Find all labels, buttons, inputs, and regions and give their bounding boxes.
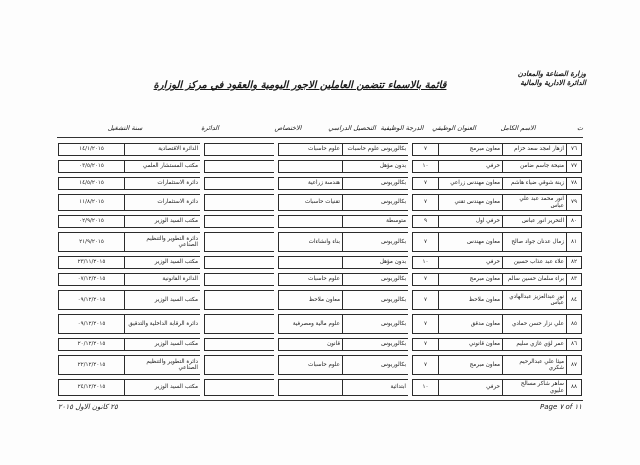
table-row [58, 290, 582, 310]
cell-specialty: تقنيات حاسبات [278, 194, 342, 211]
header-specialty: الاختصاص [274, 124, 302, 132]
table-row [58, 338, 582, 351]
cell-seq: ٨٣ [566, 273, 582, 286]
cell-education: بكالوريوس [342, 355, 408, 375]
cell-blank [204, 273, 274, 286]
cell-seq: ٨٧ [566, 355, 582, 375]
table-row [58, 215, 582, 228]
cell-name: زينة شوقي ضياء هاشم [502, 177, 566, 190]
cell-gap [274, 256, 278, 269]
cell-gap [200, 273, 204, 286]
cell-job-title: حرفي [438, 256, 502, 269]
cell-department: دائرة الاستثمارات [124, 194, 200, 211]
table-row [58, 273, 582, 286]
cell-education: متوسطة [342, 215, 408, 228]
cell-gap [408, 160, 412, 173]
cell-name: ساهر شاكر مسالح عليوي [502, 379, 566, 396]
cell-education: بكالوريوس [342, 232, 408, 252]
cell-gap [274, 143, 278, 156]
cell-grade: ٧ [412, 290, 438, 310]
cell-blank [204, 355, 274, 375]
cell-department: دائرة الرقابة الداخلية والتدقيق [124, 314, 200, 334]
cell-seq: ٧٦ [566, 143, 582, 156]
cell-job-title: حرفي [438, 379, 502, 396]
cell-department: دائرة التطوير والتنظيم الصناعي [124, 232, 200, 252]
cell-name: انور محمد عبد علي عباس [502, 194, 566, 211]
footer-divider [57, 400, 583, 401]
ministry-name: وزارة الصناعة والمعادن [517, 70, 586, 78]
ministry-header [518, 70, 586, 88]
cell-specialty [278, 256, 342, 269]
cell-gap [200, 314, 204, 334]
cell-grade: ٧ [412, 194, 438, 211]
cell-gap [200, 290, 204, 310]
cell-gap [408, 338, 412, 351]
cell-grade: ٩ [412, 215, 438, 228]
cell-gap [200, 256, 204, 269]
cell-start-year: ٠٩/١٢/٢٠١٥ [58, 290, 124, 310]
cell-blank [204, 215, 274, 228]
cell-grade: ٧ [412, 273, 438, 286]
cell-blank [204, 143, 274, 156]
cell-job-title: معاون مبرمج [438, 273, 502, 286]
header-job-title: العنوان الوظيفي [432, 124, 476, 132]
cell-job-title: معاون قانوني [438, 338, 502, 351]
cell-job-title: معاون مدقق [438, 314, 502, 334]
cell-specialty: علوم حاسبات [278, 143, 342, 156]
cell-gap [408, 355, 412, 375]
table-row [58, 143, 582, 156]
cell-seq: ٨١ [566, 232, 582, 252]
cell-education: بكالوريوس علوم حاسبات [342, 143, 408, 156]
table-row [58, 177, 582, 190]
document-title: قائمة بالاسماء تتضمن العاملين الاجور اليومية والعقود في مركز الوزارة [153, 80, 447, 91]
cell-gap [408, 215, 412, 228]
cell-job-title: معاون ملاحظ [438, 290, 502, 310]
cell-start-year: ٢٣/١١/٢٠١٥ [58, 256, 124, 269]
cell-start-year: ٠٢/٩/٢٠١٥ [58, 215, 124, 228]
cell-grade: ١٠ [412, 256, 438, 269]
cell-gap [200, 338, 204, 351]
cell-seq: ٧٨ [566, 177, 582, 190]
cell-name: ميثا علي عبدالرحيم شكري [502, 355, 566, 375]
cell-seq: ٨٢ [566, 256, 582, 269]
header-seq: ت [576, 124, 584, 132]
table-row [58, 160, 582, 173]
cell-gap [274, 338, 278, 351]
cell-job-title: معاون مبرمج [438, 143, 502, 156]
cell-specialty [278, 160, 342, 173]
print-date: ٢٥ كانون الاول ٢٠١٥ [58, 403, 118, 411]
cell-education: بدون مؤهل [342, 160, 408, 173]
cell-department: مكتب السيد الوزير [124, 215, 200, 228]
header-department: الدائرة [201, 124, 219, 132]
cell-blank [204, 177, 274, 190]
cell-gap [274, 355, 278, 375]
cell-seq: ٨٤ [566, 290, 582, 310]
cell-gap [200, 160, 204, 173]
cell-department: مكتب السيد الوزير [124, 338, 200, 351]
cell-gap [200, 194, 204, 211]
cell-department: مكتب السيد الوزير [124, 290, 200, 310]
cell-grade: ١٠ [412, 379, 438, 396]
cell-seq: ٧٧ [566, 160, 582, 173]
header-education: التحصيل الدراسي [328, 124, 376, 132]
cell-gap [200, 379, 204, 396]
cell-education: ابتدائية [342, 379, 408, 396]
cell-name: ازهار امجد سعد خزام [502, 143, 566, 156]
cell-department: دائرة الاستثمارات [124, 177, 200, 190]
cell-gap [200, 232, 204, 252]
cell-gap [408, 256, 412, 269]
cell-gap [274, 273, 278, 286]
cell-education: بكالوريوس [342, 273, 408, 286]
cell-name: علي نزار حسن حمادي [502, 314, 566, 334]
cell-job-title: معاون مهندس زراعي [438, 177, 502, 190]
cell-blank [204, 194, 274, 211]
cell-start-year: ٠٧/١٢/٢٠١٥ [58, 273, 124, 286]
cell-department: مكتب السيد الوزير [124, 379, 200, 396]
cell-name: نور عبدالعزيز عبدالهادي عباس [502, 290, 566, 310]
cell-job-title: معاون مبرمج [438, 355, 502, 375]
cell-grade: ٧ [412, 232, 438, 252]
cell-seq: ٨٨ [566, 379, 582, 396]
cell-seq: ٨٦ [566, 338, 582, 351]
cell-blank [204, 232, 274, 252]
cell-blank [204, 290, 274, 310]
header-grade: الدرجة الوظيفية [380, 124, 424, 132]
cell-gap [408, 314, 412, 334]
cell-job-title: حرفي اول [438, 215, 502, 228]
cell-start-year: ١٤/٥/٢٠١٥ [58, 177, 124, 190]
cell-gap [408, 273, 412, 286]
cell-start-year: ٢٠/١٢/٢٠١٥ [58, 338, 124, 351]
cell-gap [408, 143, 412, 156]
cell-grade: ٧ [412, 177, 438, 190]
cell-department: الدائرة الاقتصادية [124, 143, 200, 156]
cell-specialty: معاون ملاحظ [278, 290, 342, 310]
cell-name: براء سلمان حسين سالم [502, 273, 566, 286]
cell-blank [204, 314, 274, 334]
table-row [58, 355, 582, 375]
cell-specialty: بناء وانشاءات [278, 232, 342, 252]
cell-start-year: ٠٩/١٢/٢٠١٥ [58, 314, 124, 334]
cell-education: بكالوريوس [342, 314, 408, 334]
cell-education: بكالوريوس [342, 290, 408, 310]
cell-name: علاء عبد عذاب حسين [502, 256, 566, 269]
cell-start-year: ٢٤/١٢/٢٠١٥ [58, 379, 124, 396]
cell-gap [408, 379, 412, 396]
cell-specialty [278, 215, 342, 228]
header-divider [57, 137, 583, 138]
cell-department: مكتب المستشار العلمي [124, 160, 200, 173]
cell-gap [200, 177, 204, 190]
cell-job-title: حرفي [438, 160, 502, 173]
cell-gap [274, 194, 278, 211]
cell-education: بدون مؤهل [342, 256, 408, 269]
employee-table [58, 139, 582, 400]
cell-specialty [278, 379, 342, 396]
cell-gap [274, 215, 278, 228]
cell-grade: ٧ [412, 338, 438, 351]
cell-gap [408, 290, 412, 310]
cell-gap [274, 290, 278, 310]
cell-name: منيحة جاسم ضامن [502, 160, 566, 173]
page-footer [58, 403, 582, 413]
cell-grade: ٧ [412, 143, 438, 156]
cell-grade: ٧ [412, 314, 438, 334]
cell-name: التحرير انور عباس [502, 215, 566, 228]
cell-department: مكتب السيد الوزير [124, 256, 200, 269]
cell-gap [274, 160, 278, 173]
table-row [58, 314, 582, 334]
header-name: الاسم الكامل [500, 124, 536, 132]
cell-grade: ١٠ [412, 160, 438, 173]
cell-blank [204, 256, 274, 269]
cell-grade: ٧ [412, 355, 438, 375]
table-row [58, 232, 582, 252]
cell-seq: ٧٩ [566, 194, 582, 211]
cell-seq: ٨٠ [566, 215, 582, 228]
cell-blank [204, 379, 274, 396]
cell-specialty: علوم حاسبات [278, 355, 342, 375]
cell-gap [274, 379, 278, 396]
cell-department: الدائرة القانونية [124, 273, 200, 286]
cell-start-year: ٢١/٩/٢٠١٥ [58, 232, 124, 252]
cell-specialty: علوم حاسبات [278, 273, 342, 286]
cell-start-year: ١١/٨/٢٠١٥ [58, 194, 124, 211]
cell-gap [200, 355, 204, 375]
cell-specialty: هندسة زراعية [278, 177, 342, 190]
header-start-year: سنة التشغيل [107, 124, 143, 132]
cell-education: بكالوريوس [342, 194, 408, 211]
column-header-row [60, 124, 584, 136]
table-row [58, 379, 582, 396]
cell-education: بكالوريوس [342, 177, 408, 190]
cell-gap [408, 194, 412, 211]
cell-gap [408, 177, 412, 190]
cell-gap [200, 143, 204, 156]
department-name: الدائرة الادارية والمالية [520, 79, 586, 87]
cell-education: بكالوريوس [342, 338, 408, 351]
cell-gap [408, 232, 412, 252]
cell-blank [204, 338, 274, 351]
cell-gap [274, 232, 278, 252]
cell-gap [274, 177, 278, 190]
cell-job-title: معاون مهندس [438, 232, 502, 252]
cell-start-year: ٢٢/١٢/٢٠١٥ [58, 355, 124, 375]
cell-seq: ٨٥ [566, 314, 582, 334]
cell-name: عمر لؤي غازي سليم [502, 338, 566, 351]
cell-gap [200, 215, 204, 228]
cell-start-year: ٠٣/٥/٢٠١٥ [58, 160, 124, 173]
cell-specialty: قانون [278, 338, 342, 351]
page-number: Page ٧ of ١١ [540, 403, 582, 411]
cell-specialty: علوم مالية ومصرفية [278, 314, 342, 334]
cell-job-title: معاون مهندس تقني [438, 194, 502, 211]
cell-blank [204, 160, 274, 173]
table-row [58, 256, 582, 269]
cell-department: دائرة التطوير والتنظيم الصناعي [124, 355, 200, 375]
table-row [58, 194, 582, 211]
cell-gap [274, 314, 278, 334]
cell-start-year: ١٤/١/٢٠١٥ [58, 143, 124, 156]
cell-name: زمال عدنان جواد صالح [502, 232, 566, 252]
